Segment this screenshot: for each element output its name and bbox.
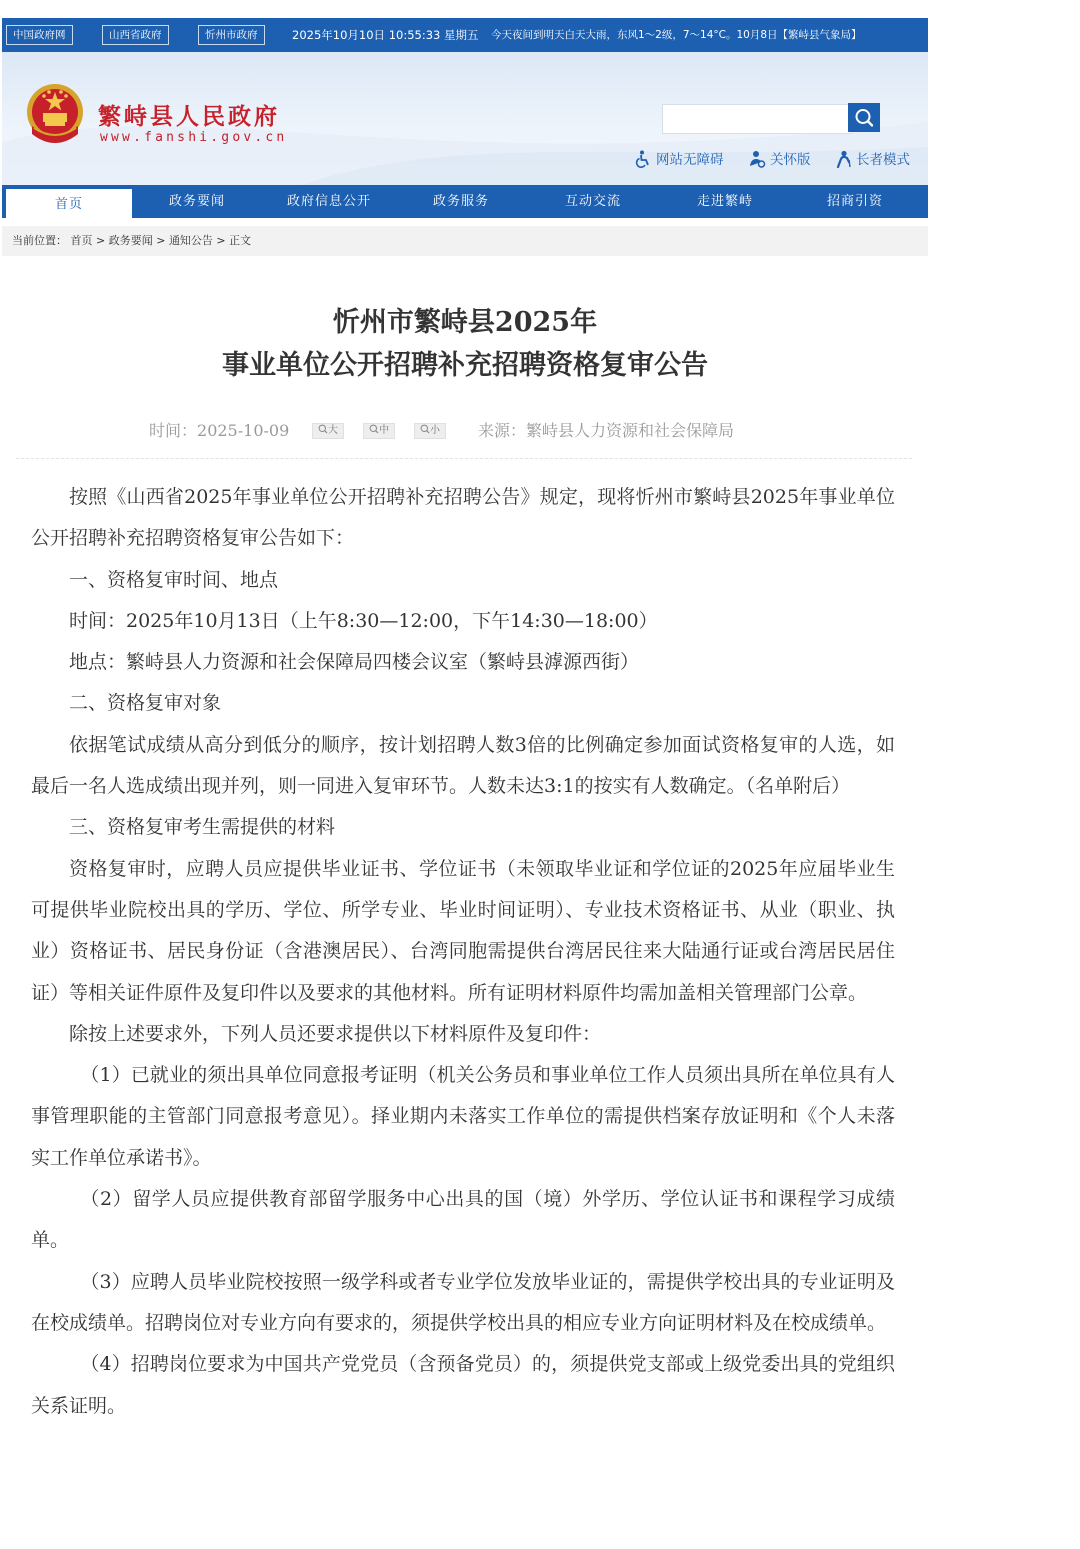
wheelchair-icon — [634, 150, 652, 168]
article-title-line2: 事业单位公开招聘补充招聘资格复审公告 — [222, 350, 708, 381]
current-datetime: 2025年10月10日 10:55:33 星期五 — [292, 28, 479, 42]
care-version-link[interactable] — [748, 148, 811, 166]
link-shanxi-gov[interactable]: 山西省政府 — [102, 25, 169, 45]
paragraph-materials: 资格复审时，应聘人员应提供毕业证书、学位证书（未领取毕业证和学位证的2025年应届毕业生可提供毕业院校出具的学历、学位、所学专业、毕业时间证明）、专业技术资格证书、从业（职业、执业）资格证书、居民身份证（含港澳居民）、台湾同胞需提供台湾居民往来大陆通行证或台湾居民居住证）等相关证件原件及复印件以及要求的其他材料。所有证明材料原件均需加盖相关管理部门公章。 — [31, 857, 895, 1004]
nav-item-about-fanshi[interactable]: 走进繁峙 — [696, 194, 753, 209]
breadcrumb-label: 当前位置： — [12, 234, 67, 247]
care-version-label: 关怀版 — [770, 152, 811, 168]
site-domain: www.fanshi.gov.cn — [100, 130, 288, 145]
section-heading-1: 一、资格复审时间、地点 — [69, 568, 279, 591]
national-emblem-icon[interactable] — [24, 82, 86, 152]
search-input[interactable] — [662, 104, 852, 134]
article-time — [149, 418, 289, 441]
article-title-line1: 忻州市繁峙县2025年 — [332, 307, 598, 338]
breadcrumb: 当前位置： 首页 > 政务要闻 > 通知公告 > 正文 — [2, 226, 928, 256]
nav-item-investment[interactable]: 招商引资 — [826, 194, 883, 209]
nav-item-news[interactable]: 政务要闻 — [168, 194, 225, 209]
page — [2, 18, 928, 1549]
top-bar — [2, 18, 928, 52]
search-icon — [848, 103, 880, 132]
source-label: 来源： — [478, 421, 527, 440]
font-size-medium-button[interactable]: 中 — [363, 423, 395, 439]
list-item-4: （4）招聘岗位要求为中国共产党党员（含预备党员）的，须提供党支部或上级党委出具的党组织关系证明。 — [31, 1353, 895, 1417]
list-item-3: （3）应聘人员毕业院校按照一级学科或者专业学位发放毕业证的，需提供学校出具的专业证明及在校成绩单。招聘岗位对专业方向有要求的，须提供学校出具的相应专业方向证明材料及在校成绩单。 — [31, 1270, 895, 1334]
link-xinzhou-gov[interactable]: 忻州市政府 — [198, 25, 265, 45]
search-button[interactable] — [848, 103, 880, 132]
care-person-icon — [748, 150, 766, 168]
elder-mode-link[interactable] — [834, 148, 910, 166]
zoom-out-icon — [420, 424, 430, 434]
paragraph-time: 时间：2025年10月13日（上午8:30—12:00，下午14:30—18:00） — [69, 609, 658, 632]
article-body — [31, 477, 895, 1427]
site-name[interactable]: 繁峙县人民政府 — [98, 103, 280, 130]
weather-info: 今天夜间到明天白天大雨，东风1～2级，7～14°C。10月8日【繁峙县气象局】 — [491, 29, 862, 41]
paragraph-candidates: 依据笔试成绩从高分到低分的顺序，按计划招聘人数3倍的比例确定参加面试资格复审的人选，如最后一名人选成绩出现并列，则一同进入复审环节。人数未达3:1的按实有人数确定。（名单附后） — [31, 733, 895, 798]
list-item-2: （2）留学人员应提供教育部留学服务中心出具的国（境）外学历、学位认证书和课程学习成绩单。 — [31, 1188, 895, 1252]
elder-person-icon — [834, 150, 852, 168]
font-size-large-button[interactable]: 大 — [312, 423, 344, 439]
paragraph-intro: 按照《山西省2025年事业单位公开招聘补充招聘公告》规定，现将忻州市繁峙县2025年事业单位公开招聘补充招聘资格复审公告如下： — [31, 486, 895, 550]
paragraph-additional: 除按上述要求外，下列人员还要求提供以下材料原件及复印件： — [69, 1022, 602, 1045]
elder-mode-label: 长者模式 — [856, 152, 910, 168]
article-source — [478, 418, 734, 441]
breadcrumb-home[interactable]: 首页 — [70, 234, 93, 247]
nav-item-services[interactable]: 政务服务 — [432, 194, 489, 209]
site-header — [2, 52, 928, 185]
section-heading-2: 二、资格复审对象 — [69, 692, 222, 715]
nav-item-info-disclosure[interactable]: 政府信息公开 — [286, 194, 371, 209]
accessibility-link[interactable] — [634, 148, 724, 166]
breadcrumb-news[interactable]: 政务要闻 — [108, 234, 153, 247]
section-heading-3: 三、资格复审考生需提供的材料 — [69, 816, 336, 839]
zoom-reset-icon — [369, 424, 379, 434]
font-size-small-button[interactable]: 小 — [414, 423, 446, 439]
nav-item-interaction[interactable]: 互动交流 — [564, 194, 621, 209]
breadcrumb-current: 正文 — [229, 234, 252, 247]
paragraph-location: 地点：繁峙县人力资源和社会保障局四楼会议室（繁峙县滹源西街） — [69, 651, 640, 674]
source-value: 繁峙县人力资源和社会保障局 — [526, 421, 735, 440]
nav-item-home[interactable]: 首页 — [6, 187, 132, 220]
zoom-in-icon — [318, 424, 328, 434]
link-gov-cn[interactable]: 中国政府网 — [6, 25, 73, 45]
main-nav — [2, 185, 928, 218]
divider — [16, 458, 912, 459]
time-value: 2025-10-09 — [197, 421, 290, 440]
accessibility-label: 网站无障碍 — [656, 152, 724, 168]
breadcrumb-notices[interactable]: 通知公告 — [168, 234, 213, 247]
list-item-1: （1）已就业的须出具单位同意报考证明（机关公务员和事业单位工作人员须出具所在单位具有人事管理职能的主管部门同意报考意见）。择业期内未落实工作单位的需提供档案存放证明和《个人未落实工作单位承诺书》。 — [31, 1064, 895, 1169]
time-label: 时间： — [149, 421, 198, 440]
